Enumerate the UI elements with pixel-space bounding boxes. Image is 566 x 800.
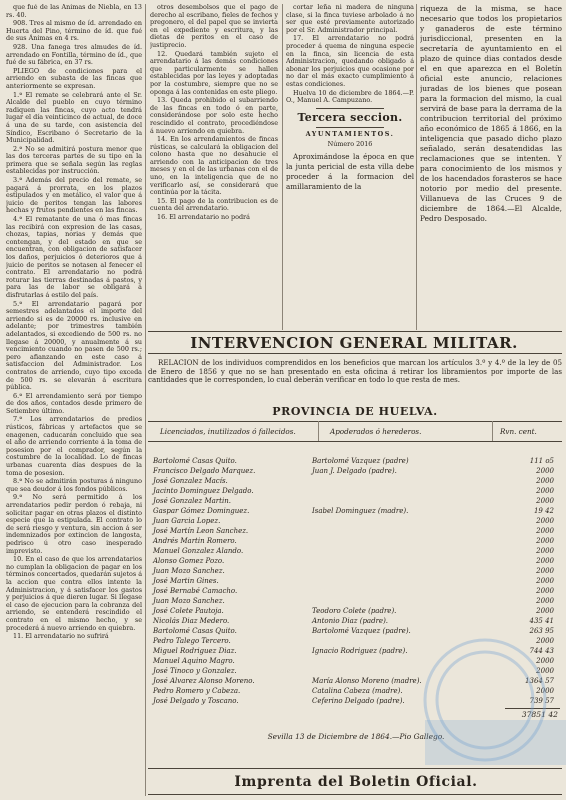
condition-7: 7.ª Los arrendatarios de predios rústicos, fábricas y artefactos que se enagenen, caducarán concluido que sea el año de arriendo corriente á la toma de posesion por el comprador, según la costumbre de la localidad. Lo de fincas urbanas cuarenta días despues de la toma de posesion.: [6, 415, 142, 477]
row-value: 1364 57: [525, 677, 554, 685]
row-name: José Gonzalez Martin.: [153, 497, 231, 505]
condition-5: 5.ª El arrendatario pagará por semestres adelantados el importe del arriendo si es de 20000 rs. inclusive en adelante; por trimestres también adelantados, si excediendo de 500 rs. no llegase á 20000, y anualmente á su vencimiento cuando no pasen de 500 rs.; pero afianzando en este caso á satisfaccion del Administrador. Los contratos de arriendo, cuyo tipo exceda de 500 rs. se elevarán á escritura pública.: [6, 299, 142, 392]
condition-15: 15. El pago de la contribucion es de cuenta del arrendatario.: [150, 196, 278, 213]
condition-4: 4.ª El rematante de una ó mas fincas las recibirá con expresion de las casas, chozas, tapias, norias y demás que contengan, y del estado en que se encuentran, con obligacion de satisfacer los daños, perjuicios ó deterioros que á juicio de peritos se notasen al fenecer el contrato. El arrendatario no podrá roturar las tierras destinadas á pastos, y para las de labor se obligará á disfrutarlas á estilo del país.: [6, 215, 142, 299]
condition-6: 6.ª El arrendamiento será por tiempo de dos años, contados desde primero de Setiembre último.: [6, 391, 142, 415]
row-value: 2000: [536, 567, 554, 575]
row-value: 2000: [536, 547, 554, 555]
row-value: 739 57: [529, 697, 554, 705]
table-row: [150, 566, 562, 576]
row-name: Miguel Rodriguez Diaz.: [153, 647, 237, 655]
rule: [316, 108, 384, 109]
condition-13: 13. Queda prohibido el subarriendo de las fincas en todo ó en parte, considerándose por solo este hecho rescindido el contrato, procediéndose á nuevo arriendo en quiebra.: [150, 96, 278, 135]
row-name: José Alvarez Alonso Moreno.: [153, 677, 255, 685]
row-name: Francisco Delgado Marquez.: [153, 467, 256, 475]
row-name: Bartolomé Casas Quito.: [153, 457, 237, 465]
row-name: Pedro Talego Tercero.: [153, 637, 231, 645]
header-apoderados: Apoderados ó herederos.: [330, 427, 422, 436]
row-value: 111 o5: [529, 457, 554, 465]
pliego-heading: PLIEGO de condiciones para el arriendo en subasta de las fincas que anteriormente se expresan.: [6, 66, 142, 90]
total-rule: [505, 708, 560, 709]
row-apoderado: Teodoro Colete (padre).: [312, 607, 397, 615]
table-row: [150, 546, 562, 556]
footer-rule: [148, 794, 562, 795]
row-value: 19 42: [533, 507, 554, 515]
table-row: [150, 656, 562, 666]
col1-paragraph: 928. Una fanega tres almudes de íd. arrendado en Fontilla, término de íd., que fué de su fábrica, en 37 rs.: [6, 42, 142, 67]
row-value: 263 95: [529, 627, 554, 635]
total-value: 37851 42: [521, 710, 558, 719]
condition-12: 12. Quedará también sujeto el arrendatario á las demás condiciones que particularmente se hallen establecidas por las leyes y adoptadas por la costumbre, siempre que no se oponga á las contenidas en este pliego.: [150, 49, 278, 96]
table-row: [150, 606, 562, 616]
condition-2: 2.ª No se admitirá postura menor que las dos terceras partes de su tipo en la primera que se señala según las reglas establecidas por instrucción.: [6, 144, 142, 176]
row-name: Manuel Aquino Magro.: [153, 657, 235, 665]
row-value: 435 41: [529, 617, 554, 625]
row-name: José Tinoco y Gonzalez.: [153, 667, 237, 675]
column-divider: [145, 4, 146, 796]
col2-paragraph: otros desembolsos que el pago de derecho al escribano, fieles de fechos y pregonero, el del papel que se invierta en el expediente y escritura, y las dietas de peritos en el caso de justiprecio.: [150, 4, 278, 49]
col4-body: riqueza de la misma, se hace necesario que todos los propietarios y ganaderos de este término jurisdiccional, presenten en la secretaría de ayuntamiento en el plazo de quince dias contados desde el en que aparezca en el Boletín oficial este anuncio, relaciones juradas de los bienes que posean para la formacion del mismo, la cual servirá de base para la derrama de la contribucion territorial del próximo año económico de 1865 á 1866, en la inteligencia que pasado dicho plazo señalado, serán desatendidas las reclamaciones que se intenten. Y para conocimiento de los mismos y de los hacendados forasteros se hace notorio por medio del presente. Villanueva de las Cruces 9 de diciembre de 1864.—El Alcalde, Pedro Desposado.: [420, 4, 562, 223]
row-name: Juan Garcia Lopez.: [153, 517, 221, 525]
row-name: Alonso Gomez Pozo.: [153, 557, 225, 565]
signature-line: Sevilla 13 de Diciembre de 1864.—Pio Gallego.: [267, 732, 445, 741]
row-name: José Martín Leon Sanchez.: [153, 527, 249, 535]
row-apoderado: Bartolomé Vazquez (padre).: [312, 627, 411, 635]
row-name: Jacinto Dominguez Delgado.: [153, 487, 254, 495]
row-value: 2000: [536, 687, 554, 695]
row-name: José Delgado y Toscano.: [153, 697, 239, 705]
row-name: Gaspar Gómez Dominguez.: [153, 507, 250, 515]
table-row: [150, 626, 562, 636]
table-col-divider: [492, 421, 493, 441]
row-name: Juan Mozo Sanchez.: [153, 567, 225, 575]
table-row: [150, 596, 562, 606]
col1-paragraph: que fué de las Ánimas de Niebla, en 13 rs. 40.: [6, 4, 142, 19]
row-value: 2000: [536, 497, 554, 505]
row-apoderado: Catalina Cabeza (madre).: [312, 687, 403, 695]
row-name: Nicolás Diaz Medero.: [153, 617, 230, 625]
row-name: Juan Mozo Sanchez.: [153, 597, 225, 605]
row-apoderado: Bartolomé Vazquez (padre): [312, 457, 409, 465]
table-row: [150, 476, 562, 486]
row-name: José Colete Pautoja.: [153, 607, 224, 615]
table-row: [150, 536, 562, 546]
row-value: 2000: [536, 577, 554, 585]
row-apoderado: Juan J. Delgado (padre).: [312, 467, 397, 475]
table-row: [150, 686, 562, 696]
table-row: [150, 586, 562, 596]
row-value: 2000: [536, 537, 554, 545]
row-value: 2000: [536, 597, 554, 605]
table-row: [150, 636, 562, 646]
table-header-rule: [148, 441, 562, 442]
row-value: 2000: [536, 557, 554, 565]
row-value: 2000: [536, 477, 554, 485]
row-value: 2000: [536, 527, 554, 535]
intervencion-title: INTERVENCION GENERAL MILITAR.: [190, 334, 518, 352]
relacion-table: [150, 456, 562, 706]
condition-16: 16. El arrendatario no podrá: [157, 213, 250, 222]
column-3: [286, 4, 414, 326]
row-apoderado: Ceferino Delgado (padre).: [312, 697, 405, 705]
table-row: [150, 516, 562, 526]
table-row: [150, 666, 562, 676]
row-value: 2000: [536, 487, 554, 495]
condition-8: 8.ª No se admitirán posturas á ninguno que sea deudor á los fondos públicos.: [6, 477, 142, 493]
row-name: José Bernabé Camacho.: [153, 587, 238, 595]
table-row: [150, 646, 562, 656]
table-row: [150, 616, 562, 626]
intervencion-intro: RELACION de los individuos comprendidos en los beneficios que marcan los artículos 3.º y 4.º de la ley de 05 de Enero de 1856 y que no se han presentado en esta oficina á retirar los libramientos por importe de las cantidades que le corresponden, lo cual deberán verificar en todo lo que resta de mes.: [148, 358, 562, 385]
condition-14: 14. En los arrendamientos de fincas rústicas, se calculará la obligacion del colono hasta que no desahucie el arriendo con la anticipacion de tres meses y en el de las urbanas con el de uno, en la inteligencia que de no verificarlo así, se considerará que continúa por la tácita.: [150, 135, 278, 197]
condition-10: 10. En el caso de que los arrendatarios no cumplan la obligacion de pagar en los términos concertados, quedarán sujetos á la accion que contra ellos intente la Administracion, y á satisfacer los gastos y perjuicios á que dieren lugar. Si llegase el caso de ejecucion para la cobranza del arriendo, se entenderá rescindido el contrato en el mismo hecho, y se procederá á nuevo arriendo en quiebra.: [6, 555, 142, 632]
row-name: Pedro Romero y Cabeza.: [153, 687, 241, 695]
table-row: [150, 556, 562, 566]
table-row: [150, 456, 562, 466]
table-row: [150, 466, 562, 476]
section-title: Tercera seccion.: [297, 110, 403, 124]
section-rule: [148, 353, 562, 354]
row-name: José Martin Gines.: [153, 577, 219, 585]
row-apoderado: Ignacio Rodriguez (padre).: [312, 647, 408, 655]
footer-rule: [148, 768, 562, 769]
condition-11: 11. El arrendatario no sufrirá: [13, 632, 109, 641]
column-divider: [416, 4, 417, 330]
dateline: Huelva 10 de diciembre de 1864.—P. O., Manuel A. Campuzano.: [286, 88, 414, 105]
col3-body: Aproximándose la época en que la junta pericial de esta villa debe proceder á la formacion del amillaramiento de la: [286, 151, 414, 191]
row-value: 2000: [536, 657, 554, 665]
column-4: [420, 4, 562, 328]
row-name: Andrés Martin Romero.: [153, 537, 237, 545]
province-heading: PROVINCIA DE HUELVA.: [272, 405, 438, 418]
condition-17: 17. El arrendatario no podrá proceder á quema de ninguna especie en la finca, sin licencia de esta Administracion, quedando obligado á abonar los perjuicios que ocasione por no dar el más exacto cumplimiento á estas condiciones.: [286, 34, 414, 88]
row-apoderado: María Alonso Moreno (madre).: [312, 677, 422, 685]
table-top-rule: [148, 421, 562, 422]
numero-label: Número 2016: [327, 140, 373, 149]
row-apoderado: Antonio Diaz (padre).: [312, 617, 389, 625]
table-col-divider: [318, 421, 319, 441]
table-row: [150, 506, 562, 516]
row-value: 2000: [536, 667, 554, 675]
row-name: José Gonzalez Macís.: [153, 477, 228, 485]
ayuntamientos-heading: AYUNTAMIENTOS.: [305, 129, 395, 138]
column-divider: [282, 4, 283, 330]
table-row: [150, 496, 562, 506]
table-row: [150, 676, 562, 686]
row-value: 2000: [536, 467, 554, 475]
imprenta-footer: Imprenta del Boletin Oficial.: [234, 774, 478, 790]
row-value: 2000: [536, 517, 554, 525]
column-1: [6, 4, 142, 800]
row-name: Manuel Gonzalez Alando.: [153, 547, 244, 555]
condition-1: 1.ª El remate se celebrará ante el Sr. Alcalde del pueblo en cuyo término radiquen las fincas, cuyo acto tendrá lugar el día veinticinco de actual, de doce á una de su tarde, con asistencia del Síndico, Escribano ó Secretario de la Municipalidad.: [6, 90, 142, 145]
table-row: [150, 486, 562, 496]
row-value: 2000: [536, 587, 554, 595]
rule: [316, 127, 384, 128]
condition-16-cont: cortar leña ni madera de ninguna clase, si la finca tuviese arbolado á no ser que esté previamente autorizado por el Sr. Administrador principal.: [286, 4, 414, 34]
row-name: Bartolomé Casas Quito.: [153, 627, 237, 635]
col1-paragraph: 908. Tres al mismo de íd. arrendado en Huerta del Pino, término de íd. que fué de sus Ánimas en 4 rs.: [6, 19, 142, 43]
header-licenciados: Licenciados, inutilizados ó fallecidos.: [160, 427, 296, 436]
row-value: 744 43: [529, 647, 554, 655]
condition-9: 9.ª No será permitido á los arrendatarios pedir perdon ó rebaja, ni solicitar pagar en otras plazos el distinto especie que la estipulada. El contrato lo de será riesgo y ventura, sin accion á ser indemnizados por extincion de langosta, pedrisco ú otro caso inesperado imprevisto.: [6, 493, 142, 555]
table-row: [150, 526, 562, 536]
table-row: [150, 696, 562, 706]
header-rvn: Rvn. cent.: [500, 427, 537, 436]
section-rule: [148, 331, 562, 332]
row-apoderado: Isabel Dominguez (madre).: [312, 507, 409, 515]
condition-3: 3.ª Además del precio del remate, se pagará á prorrata, en los plazos estipulados y en metálico, el valor que á juicio de peritos tengan las labores hechas y frutos pendientes en las fincas.: [6, 176, 142, 215]
row-value: 2000: [536, 637, 554, 645]
table-row: [150, 576, 562, 586]
row-value: 2000: [536, 607, 554, 615]
column-2: [150, 4, 278, 336]
